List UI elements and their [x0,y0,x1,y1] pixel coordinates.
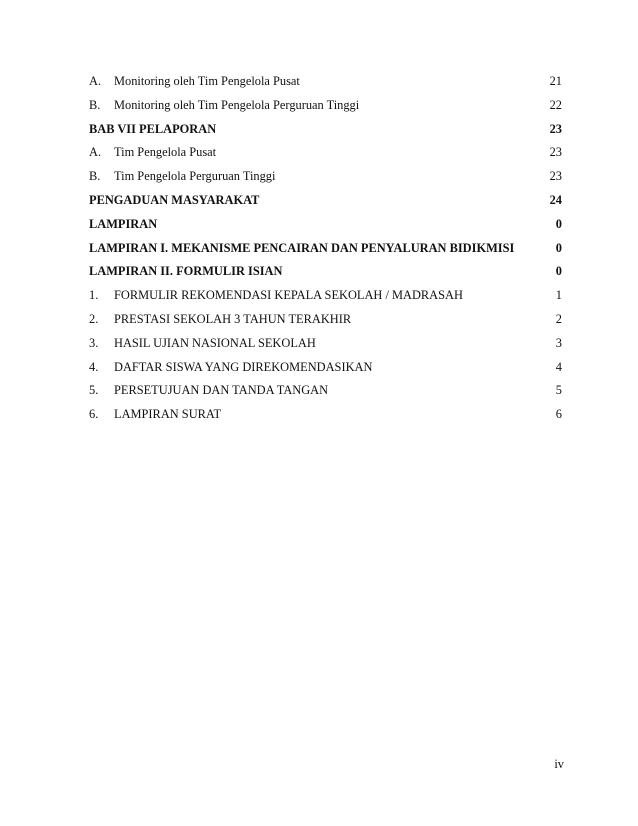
toc-entry-number: 1. [89,288,99,303]
toc-entry-label: Monitoring oleh Tim Pengelola Pusat [114,74,300,88]
toc-entry-number: 6. [89,407,99,422]
table-of-contents [89,71,565,428]
toc-entry-page: 0 [555,240,562,255]
toc-entry-page: 23 [549,121,562,136]
toc-entry-page: 22 [549,97,562,112]
page-number-footer: iv [554,757,564,771]
toc-entry [89,71,565,95]
toc-entry [89,166,565,190]
toc-entry-label: PRESTASI SEKOLAH 3 TAHUN TERAKHIR [114,311,352,326]
toc-entry-number: 4. [89,359,99,374]
toc-entry [89,380,565,404]
toc-entry [89,238,565,262]
toc-entry-label: LAMPIRAN II. FORMULIR ISIAN [89,264,283,279]
toc-entry-number: 3. [89,335,99,350]
toc-entry-label: LAMPIRAN [89,216,158,231]
toc-entry [89,309,565,333]
toc-entry [89,95,565,119]
toc-entry-page: 24 [549,192,562,207]
toc-entry [89,119,565,143]
toc-entry-page: 4 [555,359,562,374]
toc-entry-label: PENGADUAN MASYARAKAT [89,192,260,207]
toc-entry-label: HASIL UJIAN NASIONAL SEKOLAH [114,335,316,350]
toc-entry-number: 2. [89,311,99,326]
toc-entry [89,261,565,285]
toc-entry-number: A. [89,74,102,88]
toc-entry-label: Monitoring oleh Tim Pengelola Perguruan Tinggi [114,97,360,112]
toc-entry-page: 2 [555,311,562,326]
toc-entry [89,214,565,238]
toc-entry-label: Tim Pengelola Perguruan Tinggi [114,169,276,184]
toc-entry [89,357,565,381]
toc-entry-label: Tim Pengelola Pusat [114,145,217,160]
toc-entry-number: B. [89,97,101,112]
toc-entry-page: 5 [555,383,562,398]
toc-entry-number: B. [89,169,101,184]
toc-entry-page: 23 [549,145,562,160]
toc-entry-label: LAMPIRAN SURAT [114,407,222,422]
toc-entry-page: 0 [555,216,562,231]
toc-entry [89,333,565,357]
toc-entry [89,285,565,309]
toc-entry [89,404,565,428]
toc-entry-label: BAB VII PELAPORAN [89,121,217,136]
toc-entry-page: 21 [549,74,562,88]
toc-entry [89,190,565,214]
toc-entry-label: DAFTAR SISWA YANG DIREKOMENDASIKAN [114,359,373,374]
toc-entry-label: FORMULIR REKOMENDASI KEPALA SEKOLAH / MADRASAH [114,288,463,303]
toc-entry-label: LAMPIRAN I. MEKANISME PENCAIRAN DAN PENYALURAN BIDIKMISI [89,240,515,255]
toc-entry-page: 0 [555,264,562,279]
toc-entry-page: 3 [555,335,562,350]
toc-entry-page: 6 [555,407,562,422]
toc-entry-number: 5. [89,383,99,398]
toc-entry [89,142,565,166]
toc-entry-page: 1 [555,288,562,303]
toc-entry-label: PERSETUJUAN DAN TANDA TANGAN [114,383,329,398]
toc-entry-number: A. [89,145,102,160]
toc-entry-page: 23 [549,169,562,184]
